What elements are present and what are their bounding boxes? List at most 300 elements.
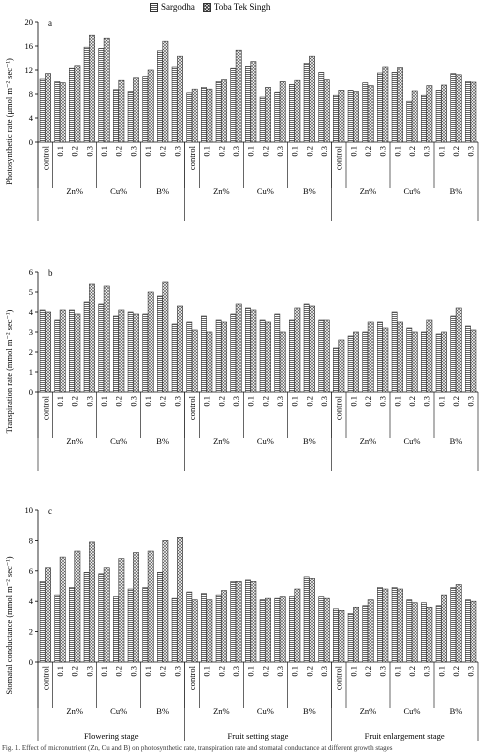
x-tick-label: 0.3 [421, 666, 432, 677]
bar-toba-tek-singh [177, 56, 182, 142]
y-tick-label: 4 [28, 307, 33, 317]
bar-sargodha [407, 101, 412, 142]
bar-toba-tek-singh [295, 589, 300, 662]
x-tick-label: 0.1 [99, 146, 109, 157]
bar-sargodha [84, 47, 89, 142]
bar-toba-tek-singh [397, 322, 402, 392]
bar-toba-tek-singh [163, 41, 168, 142]
x-tick-label: 0.3 [319, 146, 329, 157]
x-tick-label: 0.2 [69, 146, 80, 157]
bar-sargodha [304, 304, 309, 392]
bar-sargodha [421, 95, 426, 142]
bar-toba-tek-singh [295, 80, 300, 142]
bar-toba-tek-singh [412, 603, 417, 662]
bar-sargodha [436, 90, 441, 142]
legend-swatch-toba-tek-singh [203, 3, 211, 12]
legend [150, 1, 278, 13]
bar-sargodha [143, 314, 148, 392]
bar-toba-tek-singh [236, 50, 241, 142]
bar-sargodha [363, 83, 368, 142]
bar-sargodha [99, 48, 104, 142]
bar-toba-tek-singh [207, 332, 212, 392]
y-tick-label: 5 [28, 287, 33, 297]
x-tick-label: 0.2 [216, 666, 227, 677]
bar-sargodha [187, 322, 192, 392]
x-tick-label: 0.3 [231, 146, 241, 157]
group-label: Cu% [403, 436, 421, 446]
bar-toba-tek-singh [192, 330, 197, 392]
bar-sargodha [113, 90, 118, 142]
bar-sargodha [40, 79, 45, 142]
y-tick-label: 10 [24, 505, 33, 515]
x-tick-label: 0.2 [304, 666, 315, 677]
bar-sargodha [55, 81, 60, 142]
bar-sargodha [69, 68, 74, 142]
bar-toba-tek-singh [60, 310, 65, 392]
group-label: B% [449, 436, 463, 446]
chart-panel-b [4, 267, 478, 471]
bar-sargodha [421, 603, 426, 662]
x-tick-label: 0.2 [407, 146, 417, 157]
group-label: Zn% [213, 706, 230, 716]
bar-toba-tek-singh [177, 306, 182, 392]
x-tick-label: 0.2 [113, 666, 124, 677]
bar-toba-tek-singh [280, 597, 285, 662]
y-axis-label: Stomatal conductance (mmol m⁻² sec⁻¹) [4, 556, 14, 695]
bar-toba-tek-singh [280, 332, 285, 392]
x-tick-label: 0.2 [407, 396, 417, 407]
bar-sargodha [260, 600, 265, 662]
bar-sargodha [128, 92, 133, 142]
y-tick-label: 6 [28, 565, 33, 576]
bar-toba-tek-singh [368, 322, 373, 392]
bar-sargodha [187, 592, 192, 662]
y-tick-label: 0 [28, 387, 33, 397]
x-tick-label: 0.1 [436, 146, 447, 157]
bar-toba-tek-singh [324, 320, 329, 392]
bar-toba-tek-singh [45, 74, 50, 142]
bar-toba-tek-singh [397, 589, 402, 662]
y-tick-label: 2 [28, 347, 33, 357]
y-tick-label: 6 [28, 267, 33, 277]
bar-sargodha [84, 572, 89, 662]
group-label: B% [302, 186, 316, 196]
bar-toba-tek-singh [265, 598, 270, 662]
x-tick-label: 0.1 [348, 146, 359, 157]
bar-toba-tek-singh [89, 35, 94, 142]
bar-toba-tek-singh [236, 581, 241, 662]
bar-sargodha [377, 73, 382, 142]
bar-sargodha [172, 67, 177, 142]
stage-label: Fruit enlargement stage [364, 731, 445, 741]
bar-sargodha [319, 320, 324, 392]
x-tick-label: 0.1 [392, 146, 403, 157]
x-tick-label: control [40, 666, 51, 691]
x-tick-label: 0.3 [172, 396, 183, 407]
x-tick-label: 0.2 [157, 666, 168, 677]
x-tick-label: 0.3 [275, 666, 285, 677]
stage-label: Fruit setting stage [227, 731, 289, 741]
bar-sargodha [451, 74, 456, 142]
bar-sargodha [113, 316, 118, 392]
x-tick-label: control [187, 666, 197, 691]
bar-sargodha [260, 320, 265, 392]
bar-sargodha [407, 600, 412, 662]
group-label: Zn% [66, 436, 83, 446]
x-tick-label: 0.1 [99, 666, 109, 677]
bar-sargodha [84, 302, 89, 392]
bar-sargodha [304, 63, 309, 142]
bar-toba-tek-singh [309, 306, 314, 392]
bar-toba-tek-singh [456, 308, 461, 392]
x-tick-label: 0.2 [451, 396, 461, 407]
group-label: B% [156, 186, 170, 196]
bar-toba-tek-singh [251, 310, 256, 392]
x-tick-label: 0.1 [245, 666, 256, 677]
bar-toba-tek-singh [104, 286, 109, 392]
x-tick-label: 0.1 [245, 146, 256, 157]
bar-toba-tek-singh [163, 282, 168, 392]
bar-sargodha [363, 332, 368, 392]
bar-toba-tek-singh [45, 312, 50, 392]
y-tick-label: 4 [28, 113, 33, 123]
bar-sargodha [99, 304, 104, 392]
bar-sargodha [157, 296, 162, 392]
group-label: Cu% [110, 706, 128, 716]
bar-sargodha [436, 606, 441, 662]
bar-sargodha [40, 310, 45, 392]
bar-toba-tek-singh [207, 89, 212, 142]
x-tick-label: 0.2 [260, 396, 271, 407]
x-tick-label: 0.3 [319, 666, 329, 677]
bar-sargodha [333, 95, 338, 142]
group-label: Cu% [256, 436, 274, 446]
bar-toba-tek-singh [133, 78, 138, 142]
group-label: Cu% [256, 186, 274, 196]
bar-toba-tek-singh [456, 584, 461, 662]
group-label: B% [302, 706, 316, 716]
x-tick-label: 0.2 [304, 396, 315, 407]
bar-toba-tek-singh [75, 551, 80, 662]
legend-item-toba-tek-singh [203, 2, 271, 12]
x-tick-label: 0.3 [319, 396, 329, 407]
bar-toba-tek-singh [119, 310, 124, 392]
x-tick-label: 0.3 [377, 396, 388, 407]
y-tick-label: 8 [28, 89, 33, 99]
bar-toba-tek-singh [133, 314, 138, 392]
bar-sargodha [245, 580, 250, 662]
bar-toba-tek-singh [427, 86, 432, 142]
bar-sargodha [187, 93, 192, 142]
bar-toba-tek-singh [397, 68, 402, 142]
bar-sargodha [319, 72, 324, 142]
bar-toba-tek-singh [427, 607, 432, 662]
bar-sargodha [172, 598, 177, 662]
bar-sargodha [99, 574, 104, 662]
bar-toba-tek-singh [75, 66, 80, 142]
bar-toba-tek-singh [207, 600, 212, 662]
bar-toba-tek-singh [412, 332, 417, 392]
group-label: B% [156, 706, 170, 716]
x-tick-label: control [333, 666, 344, 691]
group-label: Zn% [359, 186, 377, 196]
bar-sargodha [201, 87, 206, 142]
x-tick-label: 0.1 [143, 666, 153, 677]
bar-toba-tek-singh [60, 557, 65, 662]
x-tick-label: 0.2 [451, 666, 461, 677]
x-tick-label: 0.2 [69, 396, 80, 407]
x-tick-label: 0.2 [157, 396, 168, 407]
bar-sargodha [128, 312, 133, 392]
x-tick-label: 0.1 [143, 146, 153, 157]
bar-toba-tek-singh [177, 537, 182, 662]
x-tick-label: 0.2 [407, 666, 417, 677]
y-tick-label: 0 [28, 137, 33, 147]
bar-toba-tek-singh [471, 82, 476, 142]
legend-item-sargodha [150, 2, 195, 12]
group-label: Zn% [66, 706, 83, 716]
x-tick-label: 0.1 [245, 396, 256, 407]
bar-toba-tek-singh [309, 578, 314, 662]
group-label: Zn% [213, 186, 230, 196]
bar-sargodha [201, 316, 206, 392]
panel-letter-c: c [48, 506, 52, 516]
bar-toba-tek-singh [324, 598, 329, 662]
x-tick-label: 0.1 [392, 396, 403, 407]
bar-sargodha [157, 572, 162, 662]
x-tick-label: 0.3 [465, 146, 476, 157]
bar-sargodha [69, 310, 74, 392]
bar-toba-tek-singh [75, 314, 80, 392]
x-tick-label: control [333, 396, 344, 421]
bar-toba-tek-singh [441, 85, 446, 142]
bar-sargodha [201, 594, 206, 662]
bar-toba-tek-singh [60, 83, 65, 142]
bar-sargodha [172, 324, 177, 392]
bar-sargodha [304, 577, 309, 662]
bar-sargodha [451, 588, 456, 662]
x-tick-label: 0.3 [231, 396, 241, 407]
bar-sargodha [231, 68, 236, 142]
bar-sargodha [231, 314, 236, 392]
x-tick-label: control [40, 396, 51, 421]
bar-sargodha [275, 598, 280, 662]
bar-sargodha [216, 320, 221, 392]
bar-sargodha [407, 328, 412, 392]
bar-toba-tek-singh [353, 332, 358, 392]
bar-sargodha [392, 72, 397, 142]
x-tick-label: control [187, 146, 197, 171]
figure-caption: Fig. 1. Effect of micronutrient (Zn, Cu and B) on photosynthetic rate, transpiration rate and stomatal conductance at different growth stages [2, 744, 393, 752]
x-tick-label: 0.1 [392, 666, 403, 677]
group-label: Cu% [403, 706, 421, 716]
bar-sargodha [216, 595, 221, 662]
group-label: Cu% [256, 706, 274, 716]
group-label: Zn% [359, 706, 377, 716]
x-tick-label: 0.1 [289, 146, 300, 157]
x-tick-label: 0.2 [157, 146, 168, 157]
bar-sargodha [113, 597, 118, 662]
bar-toba-tek-singh [368, 600, 373, 662]
x-tick-label: 0.2 [260, 146, 271, 157]
y-tick-label: 1 [28, 367, 33, 377]
bar-toba-tek-singh [119, 559, 124, 662]
x-tick-label: 0.3 [84, 146, 95, 157]
bar-sargodha [421, 332, 426, 392]
x-tick-label: 0.3 [128, 396, 139, 407]
group-label: B% [449, 706, 463, 716]
bar-sargodha [260, 97, 265, 142]
bar-toba-tek-singh [192, 600, 197, 662]
bar-sargodha [377, 588, 382, 662]
group-label: Zn% [359, 436, 377, 446]
y-tick-label: 3 [28, 327, 33, 337]
y-tick-label: 16 [24, 41, 33, 51]
bar-sargodha [348, 336, 353, 392]
legend-label-sargodha: Sargodha [161, 2, 195, 12]
bar-sargodha [289, 320, 294, 392]
y-axis-label: Photosynthetic rate (μmol m⁻² sec⁻¹) [4, 58, 14, 185]
bar-toba-tek-singh [309, 56, 314, 142]
bar-sargodha [275, 92, 280, 142]
x-tick-label: 0.3 [84, 396, 95, 407]
x-tick-label: 0.3 [377, 666, 388, 677]
x-tick-label: 0.3 [172, 666, 183, 677]
bar-toba-tek-singh [295, 308, 300, 392]
group-label: B% [449, 186, 463, 196]
bar-toba-tek-singh [339, 90, 344, 142]
bar-toba-tek-singh [89, 284, 94, 392]
panel-letter-b: b [48, 268, 53, 278]
bar-toba-tek-singh [104, 568, 109, 662]
bar-sargodha [128, 589, 133, 662]
y-tick-label: 2 [28, 626, 33, 637]
x-tick-label: 0.1 [436, 666, 447, 677]
x-tick-label: 0.1 [201, 666, 212, 677]
bar-sargodha [451, 316, 456, 392]
x-tick-label: 0.2 [113, 396, 124, 407]
y-tick-label: 12 [24, 65, 33, 75]
bar-toba-tek-singh [456, 75, 461, 142]
bar-sargodha [465, 326, 470, 392]
chart-panel-a [4, 17, 478, 221]
x-tick-label: 0.3 [231, 666, 241, 677]
x-tick-label: 0.2 [451, 146, 461, 157]
bar-sargodha [143, 77, 148, 142]
x-tick-label: 0.2 [363, 396, 373, 407]
bar-sargodha [245, 308, 250, 392]
x-tick-label: 0.1 [436, 396, 447, 407]
bar-sargodha [157, 51, 162, 142]
x-tick-label: 0.3 [275, 146, 285, 157]
x-tick-label: 0.1 [348, 666, 359, 677]
bar-toba-tek-singh [251, 62, 256, 142]
bar-sargodha [55, 320, 60, 392]
chart-panel-c [4, 505, 478, 741]
x-tick-label: 0.3 [465, 396, 476, 407]
bar-sargodha [319, 597, 324, 662]
bar-toba-tek-singh [471, 601, 476, 662]
y-axis-label: Transpiration rate (mmol m⁻² sec⁻¹) [4, 309, 14, 434]
bar-toba-tek-singh [412, 91, 417, 142]
bar-sargodha [392, 588, 397, 662]
bar-toba-tek-singh [265, 322, 270, 392]
x-tick-label: 0.3 [377, 146, 388, 157]
bar-toba-tek-singh [148, 292, 153, 392]
bar-sargodha [333, 348, 338, 392]
x-tick-label: 0.3 [465, 666, 476, 677]
bar-sargodha [436, 334, 441, 392]
bar-sargodha [377, 322, 382, 392]
bar-toba-tek-singh [280, 81, 285, 142]
group-label: Zn% [66, 186, 83, 196]
y-tick-label: 8 [28, 535, 33, 546]
bar-sargodha [465, 81, 470, 142]
x-tick-label: 0.2 [216, 396, 227, 407]
bar-toba-tek-singh [339, 610, 344, 662]
x-tick-label: 0.1 [143, 396, 153, 407]
bar-sargodha [275, 314, 280, 392]
bar-toba-tek-singh [353, 607, 358, 662]
x-tick-label: 0.2 [363, 146, 373, 157]
bar-toba-tek-singh [148, 551, 153, 662]
bar-toba-tek-singh [221, 80, 226, 142]
bar-toba-tek-singh [383, 67, 388, 142]
bar-toba-tek-singh [163, 540, 168, 662]
x-tick-label: control [333, 146, 344, 171]
bar-sargodha [333, 609, 338, 662]
x-tick-label: 0.2 [69, 666, 80, 677]
stage-label: Flowering stage [84, 731, 139, 741]
bar-toba-tek-singh [339, 340, 344, 392]
bar-toba-tek-singh [236, 304, 241, 392]
bar-sargodha [231, 581, 236, 662]
bar-toba-tek-singh [368, 86, 373, 142]
bar-toba-tek-singh [383, 589, 388, 662]
x-tick-label: 0.1 [348, 396, 359, 407]
bar-toba-tek-singh [221, 591, 226, 662]
bar-sargodha [465, 600, 470, 662]
legend-label-toba-tek-singh: Toba Tek Singh [213, 2, 271, 12]
x-tick-label: 0.3 [172, 146, 183, 157]
x-tick-label: 0.2 [216, 146, 227, 157]
x-tick-label: 0.3 [421, 146, 432, 157]
bar-toba-tek-singh [353, 92, 358, 142]
legend-swatch-sargodha [150, 3, 158, 12]
x-tick-label: 0.2 [113, 146, 124, 157]
bar-toba-tek-singh [265, 87, 270, 142]
bar-toba-tek-singh [471, 330, 476, 392]
x-tick-label: 0.3 [128, 146, 139, 157]
bar-toba-tek-singh [192, 89, 197, 142]
bar-sargodha [55, 595, 60, 662]
bar-toba-tek-singh [383, 328, 388, 392]
bar-toba-tek-singh [441, 332, 446, 392]
bar-toba-tek-singh [45, 568, 50, 662]
bar-sargodha [363, 606, 368, 662]
y-tick-label: 0 [28, 657, 33, 667]
x-tick-label: 0.2 [363, 666, 373, 677]
bar-toba-tek-singh [251, 581, 256, 662]
bar-toba-tek-singh [441, 595, 446, 662]
x-tick-label: control [40, 146, 51, 171]
bar-toba-tek-singh [133, 553, 138, 662]
bar-toba-tek-singh [324, 80, 329, 142]
x-tick-label: 0.1 [55, 396, 65, 407]
x-tick-label: 0.1 [99, 396, 109, 407]
bar-toba-tek-singh [427, 320, 432, 392]
bar-sargodha [289, 597, 294, 662]
